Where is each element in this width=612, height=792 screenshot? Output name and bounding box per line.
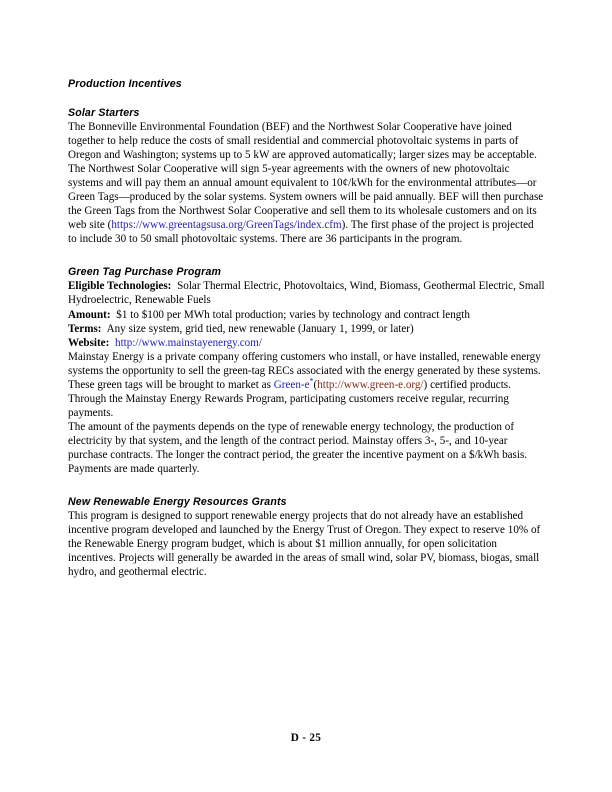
- field-value-terms: Any size system, grid tied, new renewable (January 1, 1999, or later): [106, 322, 414, 335]
- field-website: [68, 336, 545, 350]
- paragraph-solar-starters: [68, 120, 545, 246]
- superscript-asterisk-icon: *: [309, 376, 314, 386]
- field-label-terms: Terms:: [68, 322, 102, 335]
- heading-production-incentives: Production Incentives: [68, 78, 182, 90]
- paragraph-solar-starters-text-1: The Bonneville Environmental Foundation (BEF) and the Northwest Solar Cooperative have joined together to help reduce the costs of small residential and commercial photovoltaic systems in parts of Oregon and Washington; systems up to 5 kW are approved automatically; larger sizes may be acceptable. The Northwest Solar Cooperative will sign 5-year agreements with the owners of new photovoltaic systems and will pay them an annual amount equivalent to 10¢/kWh for the environmental attributes—or Green Tags—produced by the solar systems. System owners will be paid annually. BEF will then purchase the Green Tags from the Northwest Solar Cooperative and sell them to its wholesale customers and on its web site (: [68, 121, 544, 232]
- field-label-amount: Amount:: [68, 308, 111, 321]
- link-green-e-org[interactable]: http://www.green-e.org/: [317, 378, 424, 391]
- page-number-footer: D - 25: [290, 732, 322, 744]
- field-eligible-technologies: [68, 279, 545, 307]
- field-value-eligible-technologies: Solar Thermal Electric, Photovoltaics, Wind, Biomass, Geothermal Electric, Small Hydroelectric, Renewable Fuels: [68, 280, 545, 307]
- paragraph-mainstay-paren-open: (: [313, 378, 318, 391]
- field-value-amount: $1 to $100 per MWh total production; varies by technology and contract length: [116, 308, 470, 321]
- field-terms: [68, 322, 545, 336]
- link-greentagsusa[interactable]: https://www.greentagsusa.org/GreenTags/index.cfm: [111, 219, 342, 232]
- paragraph-mainstay-energy: [68, 350, 545, 420]
- paragraph-payments: The amount of the payments depends on the type of renewable energy technology, the production of electricity by that system, and the length of the contract period. Mainstay offers 3-, 5-, and 10-year purchase contracts. The longer the contract period, the greater the incentive payment on a $/kWh basis. Payments are made quarterly.: [68, 420, 528, 476]
- paragraph-solar-starters-text-2: ). The first phase of the project is projected to include 30 to 50 small photovoltaic systems. There are 36 participants in the program.: [68, 219, 534, 246]
- document-body: [68, 78, 545, 579]
- paragraph-mainstay-text-3: ) certified products. Through the Mainstay Energy Rewards Program, participating customers receive regular, recurring payments.: [68, 378, 511, 419]
- paragraph-mainstay-text-1: Mainstay Energy is a private company offering customers who install, or have installed, renewable energy systems the opportunity to sell the green-tag RECs associated with the energy generated by these systems. These green tags will be brought to market as: [68, 350, 541, 391]
- field-label-website: Website:: [68, 336, 110, 349]
- label-green-e: Green-e: [273, 378, 310, 391]
- heading-new-renewable-energy-resources-grants: New Renewable Energy Resources Grants: [68, 496, 287, 509]
- heading-solar-starters: Solar Starters: [68, 107, 140, 119]
- link-mainstayenergy[interactable]: http://www.mainstayenergy.com/: [115, 336, 262, 349]
- field-amount: [68, 308, 545, 322]
- paragraph-new-renewable-grants: This program is designed to support renewable energy projects that do not already have an established incentive program developed and launched by the Energy Trust of Oregon. They expect to reserve 10% of the Renewable Energy program budget, which is about $1 million annually, for open solicitation incentives. Projects will generally be awarded in the areas of small wind, solar PV, biomass, biogas, small hydro, and geothermal electric.: [68, 510, 541, 579]
- field-label-eligible-technologies: Eligible Technologies:: [68, 280, 172, 293]
- heading-green-tag-purchase-program: Green Tag Purchase Program: [68, 266, 222, 279]
